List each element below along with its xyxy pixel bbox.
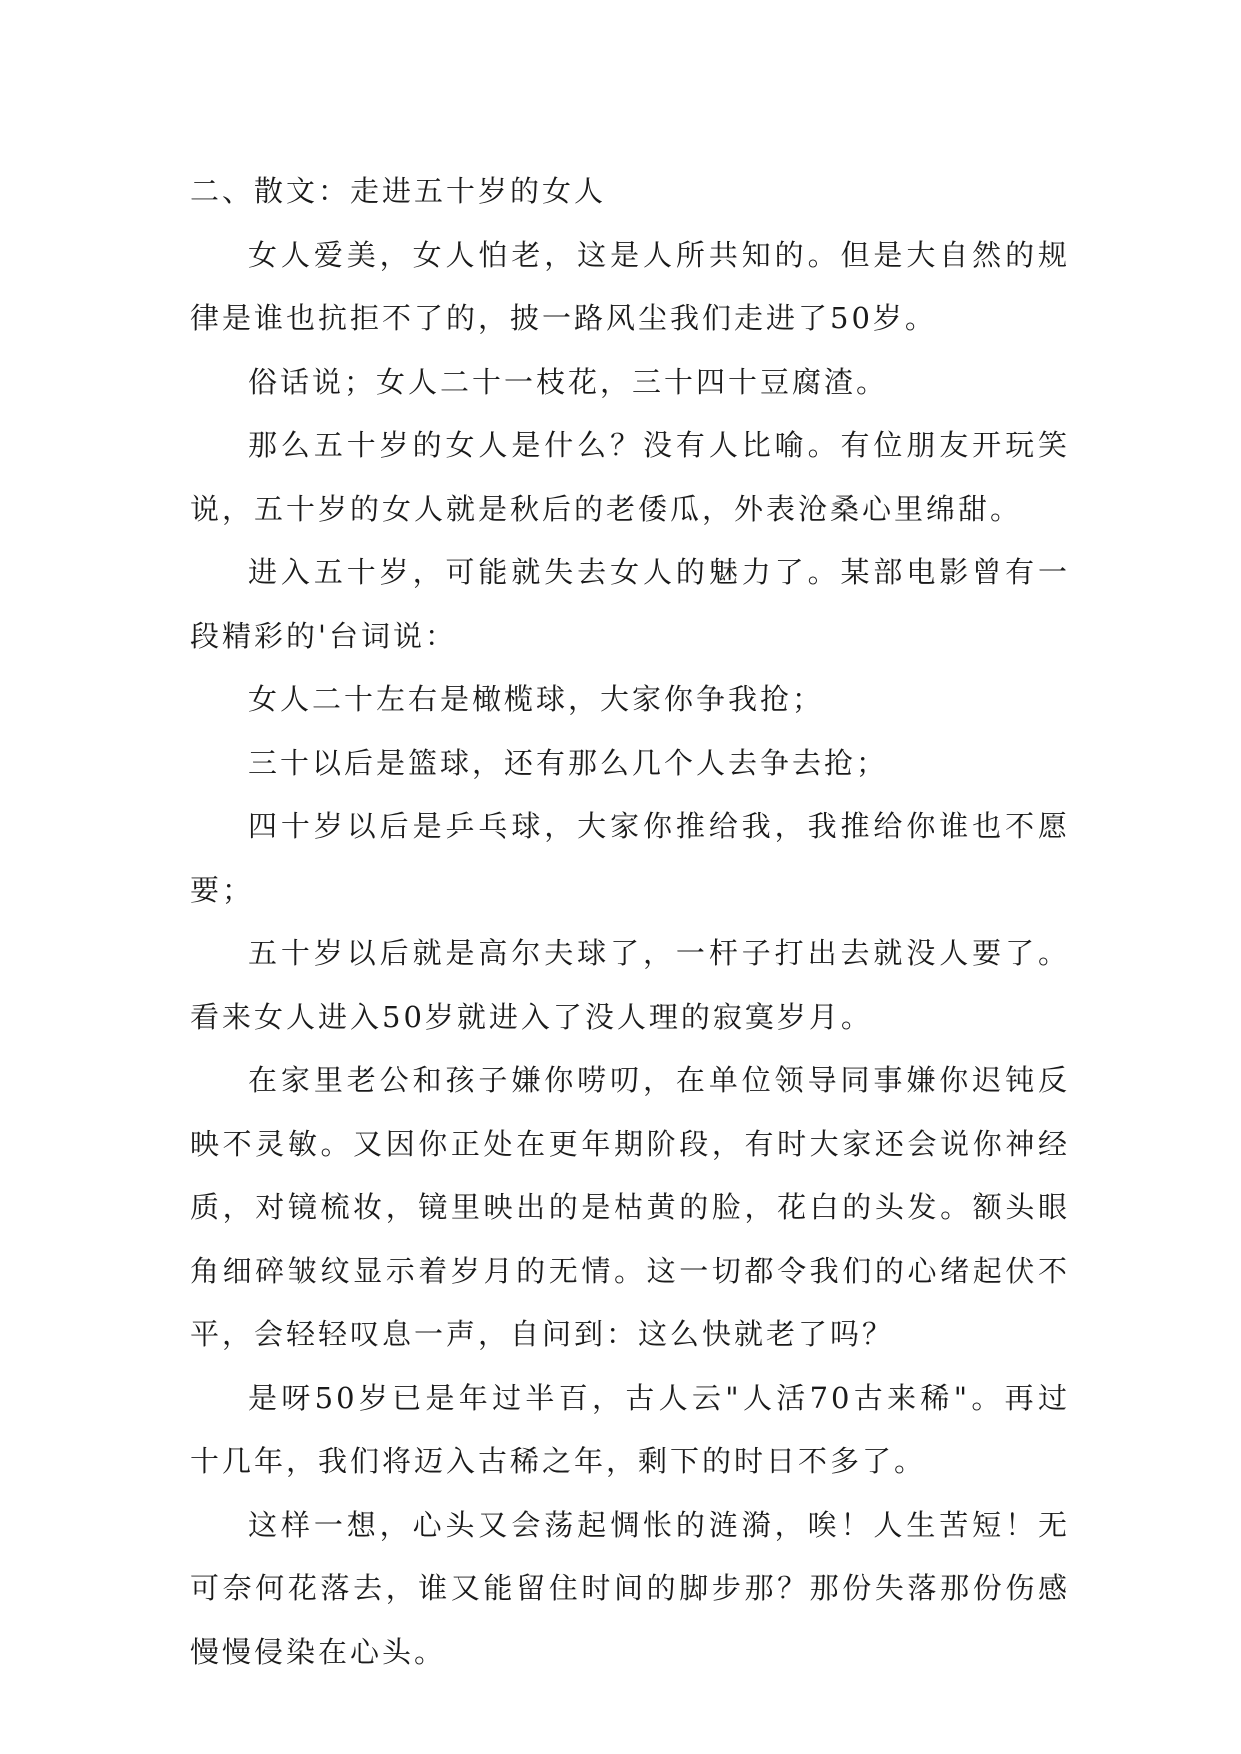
paragraph: 是呀50岁已是年过半百，古人云"人活70古来稀"。再过十几年，我们将迈入古稀之年，剩下的时日不多了。 [190, 1380, 1070, 1478]
paragraph: 在家里老公和孩子嫌你唠叨，在单位领导同事嫌你迟钝反映不灵敏。又因你正处在更年期阶段，有时大家还会说你神经质，对镜梳妆，镜里映出的是枯黄的脸，花白的头发。额头眼角细碎皱纹显示着岁月的无情。这一切都令我们的心绪起伏不平，会轻轻叹息一声，自问到：这么快就老了吗？ [190, 1063, 1070, 1351]
paragraph: 五十岁以后就是高尔夫球了，一杆子打出去就没人要了。看来女人进入50岁就进入了没人理的寂寞岁月。 [190, 936, 1070, 1034]
paragraph: 女人爱美，女人怕老，这是人所共知的。但是大自然的规律是谁也抗拒不了的，披一路风尘我们走进了50岁。 [190, 237, 1070, 335]
paragraph: 俗话说；女人二十一枝花，三十四十豆腐渣。 [248, 364, 889, 399]
paragraph: 那么五十岁的女人是什么？没有人比喻。有位朋友开玩笑说，五十岁的女人就是秋后的老倭瓜，外表沧桑心里绵甜。 [190, 428, 1070, 526]
paragraph: 女人二十左右是橄榄球，大家你争我抢； [248, 682, 825, 716]
essay-body [190, 160, 1070, 1684]
paragraph: 三十以后是篮球，还有那么几个人去争去抢； [248, 745, 889, 780]
essay-title: 二、散文：走进五十岁的女人 [190, 174, 607, 208]
paragraph: 这样一想，心头又会荡起惆怅的涟漪，唉！人生苦短！无可奈何花落去，谁又能留住时间的脚步那？那份失落那份伤感慢慢侵染在心头。 [190, 1507, 1070, 1669]
paragraph: 四十岁以后是乒乓球，大家你推给我，我推给你谁也不愿要； [190, 809, 1070, 907]
paragraph: 进入五十岁，可能就失去女人的魅力了。某部电影曾有一段精彩的'台词说： [190, 555, 1070, 653]
